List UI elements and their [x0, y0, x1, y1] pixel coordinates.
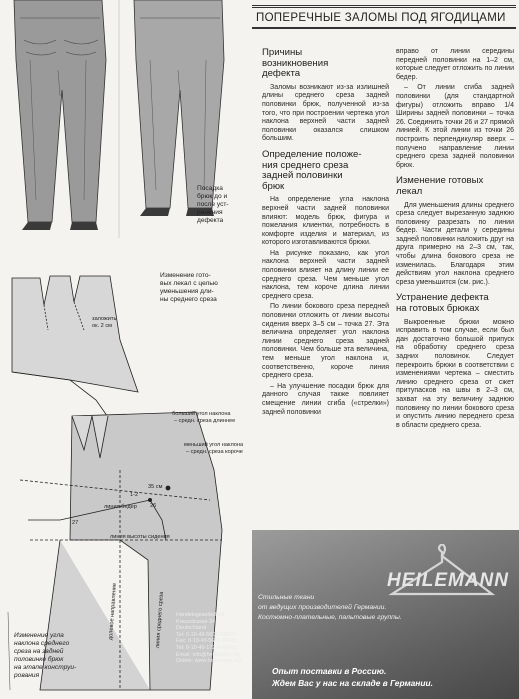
ad-line: Костюмно-плательные, пальтовые группы.	[258, 614, 402, 621]
label-liniya-beder: линия бедер	[104, 504, 137, 510]
label-num-12: 1-2	[130, 492, 139, 498]
label-num-27: 27	[72, 520, 79, 526]
brand-logo: HEILEMANN	[387, 570, 509, 591]
label-num-26: 26	[150, 503, 157, 509]
ad-slogan: Опыт поставки в Россию.	[272, 666, 387, 676]
label-liniya-vysoty: линия высоты сидения	[110, 534, 170, 540]
paragraph: – На улучшение посадки брюк для данного случая также повлияет смещение линии сгиба («стрелки») задней половинки	[262, 382, 389, 416]
paragraph: Для уменьшения длины среднего среза следует вырезанную заднюю половинку разрезать по линии бедер. Части детали у середины задней половинки наложить друг на друга примерно на 2–3 см, так, чтобы длина бокового среза не изменилась. Благодаря этим действиям угол наклона среднего среза уменьшится (см. рис.).	[396, 201, 514, 286]
paragraph: вправо от линии середины передней половинки на 1–2 см, которые следует отложить по линии бедер.	[396, 48, 514, 81]
label-big-angle-2: – средн. среза длиннее	[174, 418, 236, 424]
ad-line: Стильные ткани	[258, 594, 315, 601]
paragraph: На определение угла наклона верхней части задней половинки влияют: модель брюк, фигура и пожелания клиентки, потребность в комфорте изделия и материал, из которого изготавливаются брюки.	[262, 196, 389, 247]
label-zalozhit: заложить	[92, 316, 117, 322]
label-small-angle-2: – средн. среза короче	[186, 449, 243, 455]
ad-line: от ведущих производителей Германии.	[258, 604, 387, 611]
label-ok2: ок. 2 см	[92, 323, 112, 329]
ad-slogan: Ждем Вас у нас на складе в Германии.	[272, 678, 433, 688]
pattern-caption: Изменение гото- вых лекал с целью уменьшения дли- ны среднего среза	[160, 272, 218, 303]
paragraph: По линии бокового среза передней половинки отложить от линии высоты сидения вверх 3–5 см – точка 27. Эта величина определяет угол наклона линии среднего среза задней половинки. Чем больше эта величина, тем меньше угол наклона и, соответственно, короче линия среднего среза.	[262, 303, 389, 380]
ad-contact-block: Handelsgesellschaft Kreuzstrasse 34 Deutschland Tel: 0-10-49-5609-93410 Fax: 0-10-49-5609-93415 Tel: 8-10-49-172-4966451 Email: info@heilemann.org Online: www.heilemann.org	[176, 612, 242, 665]
illustration-column	[0, 0, 250, 699]
label-small-angle-1: меньший угол наклона	[184, 442, 244, 448]
label-grain-line: долевое направление	[108, 582, 118, 641]
construction-caption: Изменение угла наклона среднего среза на задней половинке брюк на этапе конструи- рования	[14, 632, 77, 679]
text-column-middle	[262, 48, 389, 419]
heading-izmenenie: Изменение готовых лекал	[396, 175, 484, 197]
paragraph: Выкроенные брюки можно исправить в том случае, если был дан достаточно большой припуск на обработку среднего среза задних половинок. Следует перекроить брюки в соответствии с изменениями чертежа – сместить линию среднего среза от сжет притупасков на швы в 2–3 см, захват на эту величину заднюю половинку по линии бокового среза и опустить линию переднего среза в области среднего среза.	[396, 318, 514, 429]
label-num-35: 35 см	[148, 484, 163, 490]
page-title: ПОПЕРЕЧНЫЕ ЗАЛОМЫ ПОД ЯГОДИЦАМИ	[256, 12, 506, 24]
trousers-before-illustration	[0, 0, 118, 238]
label-big-angle-1: больший угол наклона	[172, 411, 231, 417]
photo-caption: Посадка брюк до и после уст- ранения дефекта	[197, 185, 229, 224]
heading-ustranenie: Устранение дефекта на готовых брюках	[396, 292, 489, 315]
text-column-right	[396, 48, 514, 432]
article-header	[252, 5, 516, 29]
paragraph: – От линии сгиба задней половинки (для стандартной фигуры) отложить вправо 1/4 Ширины задней половинки – точка 26. Соединить точки 26 и 27 прямой линией. К этой линии из точки 26 построить перпендикуляр вверх – получено направление линии среднего среза задней половинки брюк.	[396, 84, 514, 169]
heading-opredelenie: Определение положе- ния среднего среза задней половинки брюк	[262, 148, 362, 192]
paragraph: Заломы возникают из-за излишней длины среднего среза задней половинки брюк, полученной из-за того, что при построении чертежа угол наклона верхней части задней половинки оказался слишком большим.	[262, 83, 389, 143]
paragraph: На рисунке показано, как угол наклона верхней части задней половинки влияет на длину линии ее среднего среза. Чем меньше угол наклона, тем короче длина линии среднего среза.	[262, 249, 389, 300]
heilemann-advertisement	[252, 530, 519, 699]
heading-prichiny: Причины возникновения дефекта	[262, 47, 329, 80]
label-sredniy-srez: линия среднего среза	[155, 591, 165, 649]
